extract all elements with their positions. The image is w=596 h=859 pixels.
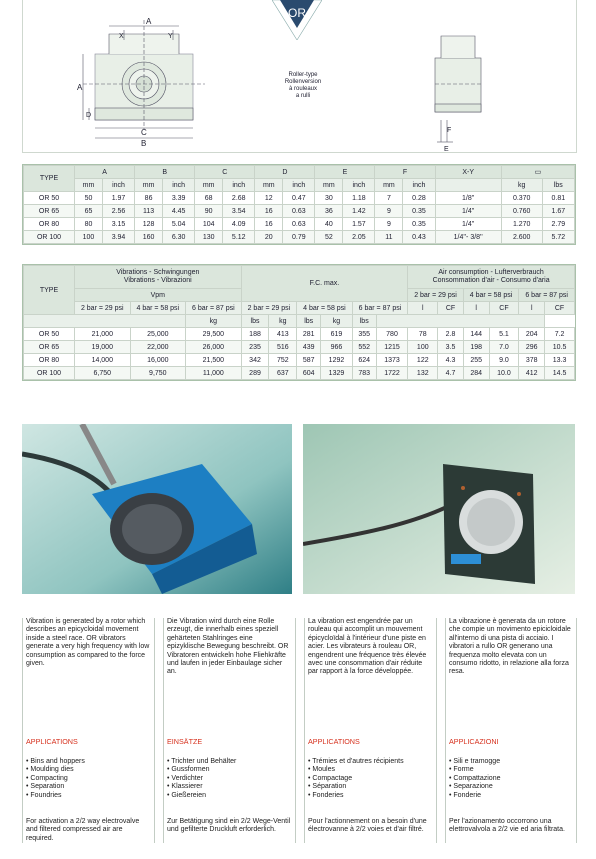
applications-list	[308, 758, 404, 800]
value-cell: 1.42	[343, 205, 375, 218]
pressure-header: 2 bar = 29 psi	[75, 302, 131, 315]
value-cell: 235	[241, 341, 269, 354]
value-cell: 2.79	[542, 218, 574, 231]
table-row	[24, 328, 575, 341]
value-cell: 86	[135, 192, 163, 205]
value-cell: 0.35	[403, 218, 435, 231]
col-group-c: C	[195, 166, 255, 179]
column-italian	[445, 618, 577, 843]
col-group-e: E	[315, 166, 375, 179]
value-cell: 2.68	[223, 192, 255, 205]
caption-line: Roller-type	[288, 72, 318, 78]
air-pressure-header: 4 bar = 58 psi	[463, 289, 519, 302]
value-cell: 587	[297, 354, 321, 367]
column-intro: Vibration is generated by a rotor which describes an epicycloidal movement inside a steel race. OR vibrators generate a very high frequency with low consumption as compared to the force given.	[26, 618, 150, 668]
value-cell: 204	[519, 328, 545, 341]
value-cell: 100	[75, 231, 103, 244]
unit-header: kg	[186, 315, 242, 328]
caption-line: à rouleaux	[288, 86, 318, 92]
value-cell: 2.8	[438, 328, 463, 341]
unit-header: inch	[223, 179, 255, 192]
applications-heading: APPLICAZIONI	[449, 737, 499, 746]
value-cell: 78	[408, 328, 438, 341]
value-cell: 1215	[376, 341, 407, 354]
type-cell: OR 50	[24, 328, 75, 341]
value-cell: 188	[241, 328, 269, 341]
value-cell: 9	[375, 205, 403, 218]
value-cell: 2.600	[501, 231, 542, 244]
value-cell: 10.0	[489, 367, 519, 380]
pressure-header: 6 bar = 87 psi	[352, 302, 408, 315]
value-cell: 5.72	[542, 231, 574, 244]
value-cell: 144	[463, 328, 489, 341]
unit-header: lbs	[241, 315, 269, 328]
unit-header: inch	[102, 179, 134, 192]
value-cell: 14,000	[75, 354, 131, 367]
blank-cell	[376, 315, 544, 328]
value-cell: 1.270	[501, 218, 542, 231]
value-cell: 1/4''- 3/8''	[435, 231, 501, 244]
value-cell: 296	[519, 341, 545, 354]
value-cell: 40	[315, 218, 343, 231]
column-intro: La vibrazione è generata da un rotore che compie un movimento epicicloidale all'interno di una pista di acciaio. I vibratori a rullo OR generano una frequenza molto elevata con un consumo ridotto, in relazione alla forza resa.	[449, 618, 571, 676]
list-item: • Sili e tramogge	[449, 758, 501, 766]
blank-cell	[24, 315, 186, 328]
value-cell: 0.47	[283, 192, 315, 205]
badge-label: OR	[288, 6, 306, 20]
value-cell: 52	[315, 231, 343, 244]
value-cell: 0.63	[283, 218, 315, 231]
value-cell: 7	[375, 192, 403, 205]
value-cell: 3.94	[102, 231, 134, 244]
value-cell: 9.0	[489, 354, 519, 367]
value-cell: 413	[269, 328, 297, 341]
applications-heading: APPLICATIONS	[26, 737, 78, 746]
unit-header: l	[463, 302, 489, 315]
value-cell: 439	[297, 341, 321, 354]
list-item: • Compactage	[308, 775, 404, 783]
column-footer: For activation a 2/2 way electrovalve and filtered compressed air are required.	[26, 818, 140, 842]
value-cell: 80	[75, 218, 103, 231]
value-cell: 1.97	[102, 192, 134, 205]
unit-header: mm	[255, 179, 283, 192]
value-cell: 13.3	[545, 354, 575, 367]
table-row	[24, 231, 575, 244]
value-cell: 21,000	[75, 328, 131, 341]
unit-header: l	[408, 302, 438, 315]
value-cell: 9,750	[130, 367, 186, 380]
dim-label-x: X	[119, 33, 124, 40]
list-item: • Compacting	[26, 775, 85, 783]
value-cell: 25,000	[130, 328, 186, 341]
value-cell: 16	[255, 218, 283, 231]
value-cell: 2.56	[102, 205, 134, 218]
value-cell: 1/8''	[435, 192, 501, 205]
applications-list	[449, 758, 501, 800]
photo-blue-vibrator	[22, 424, 292, 594]
vibrations-title-line: Vibrations - Schwingungen	[116, 269, 200, 276]
value-cell: 780	[376, 328, 407, 341]
unit-header: CF	[438, 302, 463, 315]
fc-header: F.C. max.	[241, 266, 408, 302]
value-cell: 752	[269, 354, 297, 367]
value-cell: 255	[463, 354, 489, 367]
value-cell: 281	[297, 328, 321, 341]
type-cell: OR 50	[24, 192, 75, 205]
list-item: • Verdichter	[167, 775, 236, 783]
unit-header: inch	[403, 179, 435, 192]
value-cell: 100	[408, 341, 438, 354]
value-cell: 3.5	[438, 341, 463, 354]
value-cell: 355	[352, 328, 376, 341]
list-item: • Gussformen	[167, 766, 236, 774]
air-pressure-header: 6 bar = 87 psi	[519, 289, 575, 302]
unit-header: mm	[135, 179, 163, 192]
dim-label-c: C	[141, 128, 147, 137]
value-cell: 19,000	[75, 341, 131, 354]
value-cell: 289	[241, 367, 269, 380]
series-badge	[272, 0, 322, 40]
value-cell: 0.79	[283, 231, 315, 244]
unit-header: lbs	[352, 315, 376, 328]
value-cell: 160	[135, 231, 163, 244]
value-cell: 21,500	[186, 354, 242, 367]
type-cell: OR 80	[24, 218, 75, 231]
col-group-xy: X-Y	[435, 166, 501, 179]
value-cell: 3.39	[163, 192, 195, 205]
table-row	[24, 354, 575, 367]
value-cell: 624	[352, 354, 376, 367]
unit-header: CF	[489, 302, 519, 315]
column-footer: Per l'azionamento occorrono una elettrovalvola a 2/2 vie ed aria filtrata.	[449, 818, 565, 834]
unit-header: CF	[545, 302, 575, 315]
column-intro: Die Vibration wird durch eine Rolle erzeugt, die innerhalb eines speziell gehärteten Stahlringes eine epizyklische Bewegung beschreibt. OR Vibratoren entwickeln hohe Fliehkräfte und laufen in jeder Einbaulage sicher an.	[167, 618, 289, 676]
units-row	[24, 315, 575, 328]
value-cell: 1.67	[542, 205, 574, 218]
value-cell: 4.45	[163, 205, 195, 218]
value-cell: 9	[375, 218, 403, 231]
unit-header: lbs	[542, 179, 574, 192]
applications-list	[26, 758, 85, 800]
photo-dark-vibrator	[303, 424, 575, 594]
list-item: • Trichter und Behälter	[167, 758, 236, 766]
vibrations-title-line: Vibrations - Vibrazioni	[123, 277, 192, 284]
value-cell: 7.0	[489, 341, 519, 354]
column-intro: La vibration est engendrée par un rouleau qui accomplit un mouvement épicycloïdal à l'intérieur d'une piste en acier. Les vibrateurs à rouleau OR, engendrent une fréquence très élevée avec une consommation d'air réduite par rapport à la force développée.	[308, 618, 427, 676]
value-cell: 1.18	[343, 192, 375, 205]
list-item: • Forme	[449, 766, 501, 774]
value-cell: 36	[315, 205, 343, 218]
type-cell: OR 65	[24, 205, 75, 218]
unit-header	[435, 179, 501, 192]
list-item: • Trémies et d'autres récipients	[308, 758, 404, 766]
value-cell: 2.05	[343, 231, 375, 244]
value-cell: 30	[315, 192, 343, 205]
dim-label-y: Y	[168, 33, 173, 40]
air-pressure-header: 2 bar = 29 psi	[408, 289, 464, 302]
dimensions-table	[23, 165, 575, 244]
dim-label-e: E	[444, 146, 449, 152]
value-cell: 0.760	[501, 205, 542, 218]
type-cell: OR 100	[24, 231, 75, 244]
unit-header: kg	[321, 315, 352, 328]
pressure-header: 4 bar = 58 psi	[130, 302, 186, 315]
value-cell: 16	[255, 205, 283, 218]
performance-table	[23, 265, 575, 380]
col-group-d: D	[255, 166, 315, 179]
dim-label-d: D	[86, 112, 92, 119]
table-row	[24, 218, 575, 231]
unit-header: kg	[501, 179, 542, 192]
pressure-header: 2 bar = 29 psi	[241, 302, 297, 315]
value-cell: 10.5	[545, 341, 575, 354]
value-cell: 4.3	[438, 354, 463, 367]
air-header	[408, 266, 575, 289]
unit-header: mm	[75, 179, 103, 192]
value-cell: 26,000	[186, 341, 242, 354]
value-cell: 5.1	[489, 328, 519, 341]
value-cell: 516	[269, 341, 297, 354]
type-cell: OR 65	[24, 341, 75, 354]
dim-label-a-vertical: A	[77, 83, 83, 92]
value-cell: 90	[195, 205, 223, 218]
value-cell: 198	[463, 341, 489, 354]
value-cell: 637	[269, 367, 297, 380]
weight-icon: ▭	[534, 169, 542, 176]
value-cell: 132	[408, 367, 438, 380]
air-title-line: Air consumption - Lufterverbrauch	[438, 269, 544, 276]
value-cell: 1722	[376, 367, 407, 380]
value-cell: 3.54	[223, 205, 255, 218]
caption-line: Rollenversion	[284, 79, 322, 85]
value-cell: 0.370	[501, 192, 542, 205]
pressure-header: 6 bar = 87 psi	[186, 302, 242, 315]
list-item: • Moulding dies	[26, 766, 85, 774]
value-cell: 4.7	[438, 367, 463, 380]
list-item: • Klassierer	[167, 783, 236, 791]
table-row	[24, 192, 575, 205]
unit-header: mm	[195, 179, 223, 192]
table-row	[24, 367, 575, 380]
vibrations-header	[75, 266, 242, 289]
list-item: • Moules	[308, 766, 404, 774]
caption-line: a rulli	[295, 93, 311, 99]
applications-heading: EINSÄTZE	[167, 737, 203, 746]
value-cell: 0.35	[403, 205, 435, 218]
value-cell: 12	[255, 192, 283, 205]
value-cell: 552	[352, 341, 376, 354]
value-cell: 604	[297, 367, 321, 380]
value-cell: 122	[408, 354, 438, 367]
unit-header: inch	[343, 179, 375, 192]
value-cell: 29,500	[186, 328, 242, 341]
applications-list	[167, 758, 236, 800]
type-cell: OR 100	[24, 367, 75, 380]
value-cell: 1292	[321, 354, 352, 367]
value-cell: 619	[321, 328, 352, 341]
table-row	[24, 205, 575, 218]
column-french	[304, 618, 437, 843]
list-item: • Fonderies	[308, 792, 404, 800]
value-cell: 1/4''	[435, 218, 501, 231]
type-header: TYPE	[24, 166, 75, 192]
value-cell: 0.28	[403, 192, 435, 205]
type-header: TYPE	[24, 266, 75, 315]
value-cell: 22,000	[130, 341, 186, 354]
column-footer: Zur Betätigung sind ein 2/2 Wege-Ventil und gefilterte Druckluft erforderlich.	[167, 818, 291, 834]
value-cell: 0.43	[403, 231, 435, 244]
col-group-f: F	[375, 166, 435, 179]
value-cell: 7.2	[545, 328, 575, 341]
value-cell: 113	[135, 205, 163, 218]
value-cell: 6,750	[75, 367, 131, 380]
value-cell: 284	[463, 367, 489, 380]
pressure-header: 4 bar = 58 psi	[297, 302, 353, 315]
value-cell: 104	[195, 218, 223, 231]
unit-header: kg	[269, 315, 297, 328]
applications-heading: APPLICATIONS	[308, 737, 360, 746]
list-item: • Separazione	[449, 783, 501, 791]
list-item: • Foundries	[26, 792, 85, 800]
dimensions-table-frame	[22, 164, 576, 245]
table-row	[24, 341, 575, 354]
unit-header: mm	[315, 179, 343, 192]
value-cell: 128	[135, 218, 163, 231]
value-cell: 11	[375, 231, 403, 244]
value-cell: 5.04	[163, 218, 195, 231]
unit-header: inch	[283, 179, 315, 192]
air-title-line: Consommation d'air - Consumo d'aria	[432, 277, 550, 284]
unit-header: lbs	[297, 315, 321, 328]
dim-label-f: F	[447, 127, 452, 134]
value-cell: 0.63	[283, 205, 315, 218]
type-cell: OR 80	[24, 354, 75, 367]
list-item: • Compattazione	[449, 775, 501, 783]
value-cell: 0.81	[542, 192, 574, 205]
dim-label-a: A	[146, 17, 152, 26]
list-item: • Séparation	[308, 783, 404, 791]
value-cell: 966	[321, 341, 352, 354]
weight-header	[501, 166, 574, 179]
column-german	[163, 618, 296, 843]
column-english	[22, 618, 155, 843]
value-cell: 378	[519, 354, 545, 367]
dim-label-b: B	[141, 139, 147, 148]
column-footer: Pour l'actionnement on a besoin d'une électrovanne à 2/2 voies et d'air filtré.	[308, 818, 427, 834]
col-group-a: A	[75, 166, 135, 179]
value-cell: 16,000	[130, 354, 186, 367]
value-cell: 130	[195, 231, 223, 244]
vpm-header: Vpm	[75, 289, 242, 302]
list-item: • Separation	[26, 783, 85, 791]
list-item: • Gießereien	[167, 792, 236, 800]
value-cell: 11,000	[186, 367, 242, 380]
value-cell: 6.30	[163, 231, 195, 244]
unit-header: mm	[375, 179, 403, 192]
list-item: • Fonderie	[449, 792, 501, 800]
value-cell: 783	[352, 367, 376, 380]
col-group-b: B	[135, 166, 195, 179]
value-cell: 20	[255, 231, 283, 244]
value-cell: 3.15	[102, 218, 134, 231]
drawing-caption	[263, 72, 343, 100]
value-cell: 1373	[376, 354, 407, 367]
value-cell: 1.57	[343, 218, 375, 231]
value-cell: 5.12	[223, 231, 255, 244]
unit-header: l	[519, 302, 545, 315]
list-item: • Bins and hoppers	[26, 758, 85, 766]
value-cell: 50	[75, 192, 103, 205]
value-cell: 14.5	[545, 367, 575, 380]
value-cell: 4.09	[223, 218, 255, 231]
value-cell: 342	[241, 354, 269, 367]
value-cell: 412	[519, 367, 545, 380]
value-cell: 1329	[321, 367, 352, 380]
value-cell: 1/4''	[435, 205, 501, 218]
value-cell: 68	[195, 192, 223, 205]
value-cell: 65	[75, 205, 103, 218]
unit-header: inch	[163, 179, 195, 192]
performance-table-frame	[22, 264, 576, 381]
